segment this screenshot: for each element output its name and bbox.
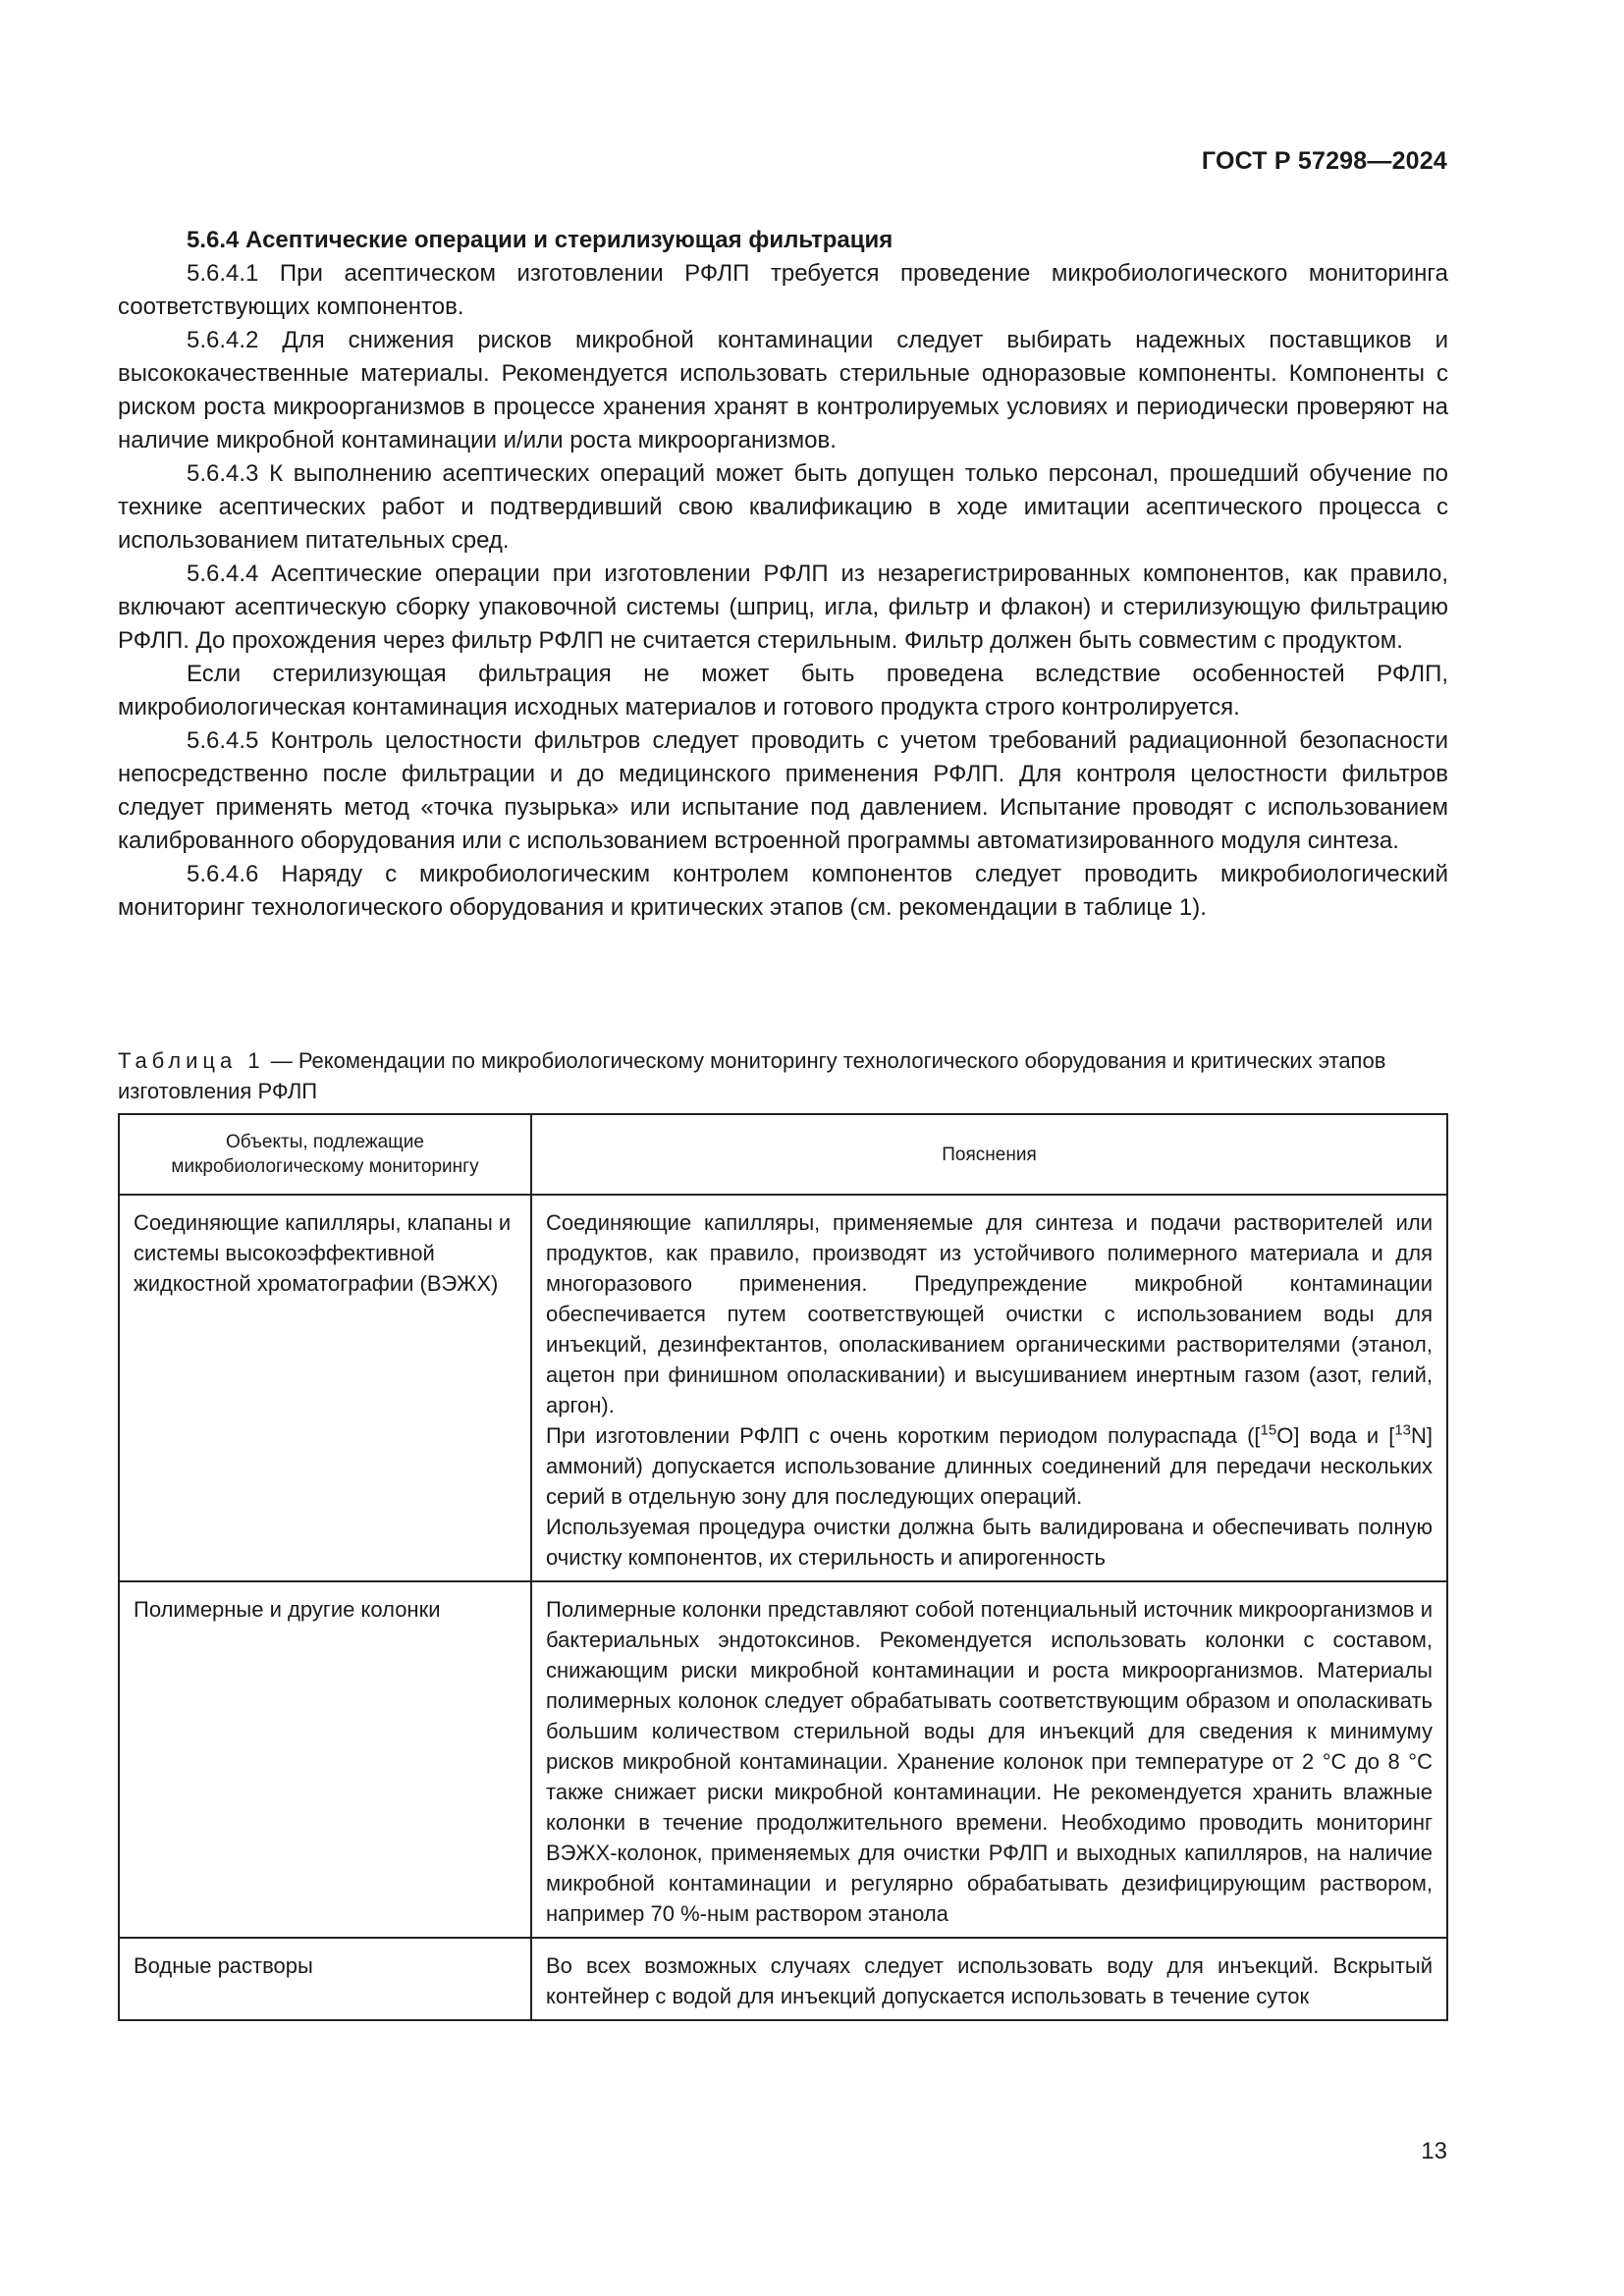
paragraph-5-6-4-1: 5.6.4.1 При асептическом изготовлении РФЛП требуется проведение микробиологического мониторинга соответствующих компонентов.	[118, 260, 1448, 320]
paragraph-5-6-4-6: 5.6.4.6 Наряду с микробиологическим контролем компонентов следует проводить микробиологический мониторинг технологического оборудования и критических этапов (см. рекомендации в таблице 1).	[118, 861, 1448, 921]
text-fragment: При изготовлении РФЛП с очень коротким периодом полураспада ([	[546, 1423, 1261, 1448]
table-caption-text: — Рекомендации по микробиологическому мониторингу технологического оборудования и критических этапов изготовления РФЛП	[118, 1048, 1386, 1103]
row-explanation-water: Во всех возможных случаях следует использовать воду для инъекций. Вскрытый контейнер с водой для инъекций допускается использовать в течение суток	[531, 1938, 1447, 2020]
row-explanation-columns: Полимерные колонки представляют собой потенциальный источник микроорганизмов и бактериальных эндотоксинов. Рекомендуется использовать колонки с составом, снижающим риски микробной контаминации и роста микроорганизмов. Материалы полимерных колонок следует обрабатывать соответствующим образом и ополаскивать большим количеством стерильной воды для инъекций для сведения к минимуму рисков микробной контаминации. Хранение колонок при температуре от 2 °С до 8 °С также снижает риски микробной контаминации. Не рекомендуется хранить влажные колонки в течение продолжительного времени. Необходимо проводить мониторинг ВЭЖХ-колонок, применяемых для очистки РФЛП и выходных капилляров, на наличие микробной контаминации и регулярно обрабатывать дезифицирующим раствором, например 70 %-ным раствором этанола	[531, 1581, 1447, 1938]
paragraph-5-6-4-4: 5.6.4.4 Асептические операции при изготовлении РФЛП из незарегистрированных компонентов, как правило, включают асептическую сборку упаковочной системы (шприц, игла, фильтр и флакон) и стерилизующую фильтрацию РФЛП. До прохождения через фильтр РФЛП не считается стерильным. Фильтр должен быть совместим с продуктом.	[118, 561, 1448, 654]
table-row	[119, 1581, 1447, 1938]
document-standard-id: ГОСТ Р 57298—2024	[1201, 147, 1447, 175]
row-object-columns: Полимерные и другие колонки	[119, 1581, 531, 1938]
explanation-paragraph: Соединяющие капилляры, применяемые для синтеза и подачи растворителей или продуктов, как правило, производят из устойчивого полимерного материала и для многоразового применения. Предупреждение микробной контаминации обеспечивается путем соответствующей очистки с использованием воды для инъекций, дезинфектантов, ополаскиванием органическими растворителями (этанол, ацетон при финишном ополаскивании) и высушиванием инертным газом (азот, гелий, аргон).	[546, 1210, 1433, 1417]
section-heading: 5.6.4 Асептические операции и стерилизующая фильтрация	[187, 227, 893, 253]
row-object-water: Водные растворы	[119, 1938, 531, 2020]
paragraph-sterilizing-filtration-note: Если стерилизующая фильтрация не может быть проведена вследствие особенностей РФЛП, микробиологическая контаминация исходных материалов и готового продукта строго контролируется.	[118, 661, 1448, 721]
explanation-paragraph-isotopes	[546, 1420, 1433, 1512]
header-explanations: Пояснения	[531, 1114, 1447, 1195]
paragraph-5-6-4-3: 5.6.4.3 К выполнению асептических операций может быть допущен только персонал, прошедший обучение по технике асептических работ и подтвердивший свою квалификацию в ходе имитации асептического процесса с использованием питательных сред.	[118, 460, 1448, 554]
section-body	[118, 224, 1448, 925]
row-object-capillaries: Соединяющие капилляры, клапаны и системы высокоэффективной жидкостной хроматографии (ВЭЖХ)	[119, 1195, 531, 1581]
table-caption	[118, 1045, 1448, 1106]
table-row	[119, 1938, 1447, 2020]
monitoring-recommendations-table	[118, 1113, 1448, 2021]
text-fragment: N] аммоний) допускается использование длинных соединений для передачи нескольких серий в отдельную зону для последующих операций.	[546, 1423, 1433, 1509]
isotope-mass-13: 13	[1394, 1421, 1411, 1439]
row-explanation-capillaries	[531, 1195, 1447, 1581]
explanation-paragraph: Используемая процедура очистки должна быть валидирована и обеспечивать полную очистку компонентов, их стерильность и апирогенность	[546, 1515, 1433, 1570]
paragraph-5-6-4-2: 5.6.4.2 Для снижения рисков микробной контаминации следует выбирать надежных поставщиков и высококачественные материалы. Рекомендуется использовать стерильные одноразовые компоненты. Компоненты с риском роста микроорганизмов в процессе хранения хранят в контролируемых условиях и периодически проверяют на наличие микробной контаминации и/или роста микроорганизмов.	[118, 327, 1448, 454]
table-header-row	[119, 1114, 1447, 1195]
text-fragment: O] вода и [	[1276, 1423, 1395, 1448]
header-objects: Объекты, подлежащие микробиологическому мониторингу	[119, 1114, 531, 1195]
paragraph-5-6-4-5: 5.6.4.5 Контроль целостности фильтров следует проводить с учетом требований радиационной безопасности непосредственно после фильтрации и до медицинского применения РФЛП. Для контроля целостности фильтров следует применять метод «точка пузырька» или испытание под давлением. Испытание проводят с использованием калиброванного оборудования или с использованием встроенной программы автоматизированного модуля синтеза.	[118, 727, 1448, 854]
table-caption-label: Таблица 1	[118, 1048, 265, 1073]
isotope-mass-15: 15	[1260, 1421, 1277, 1439]
table-row	[119, 1195, 1447, 1581]
page-number: 13	[1421, 2138, 1447, 2164]
